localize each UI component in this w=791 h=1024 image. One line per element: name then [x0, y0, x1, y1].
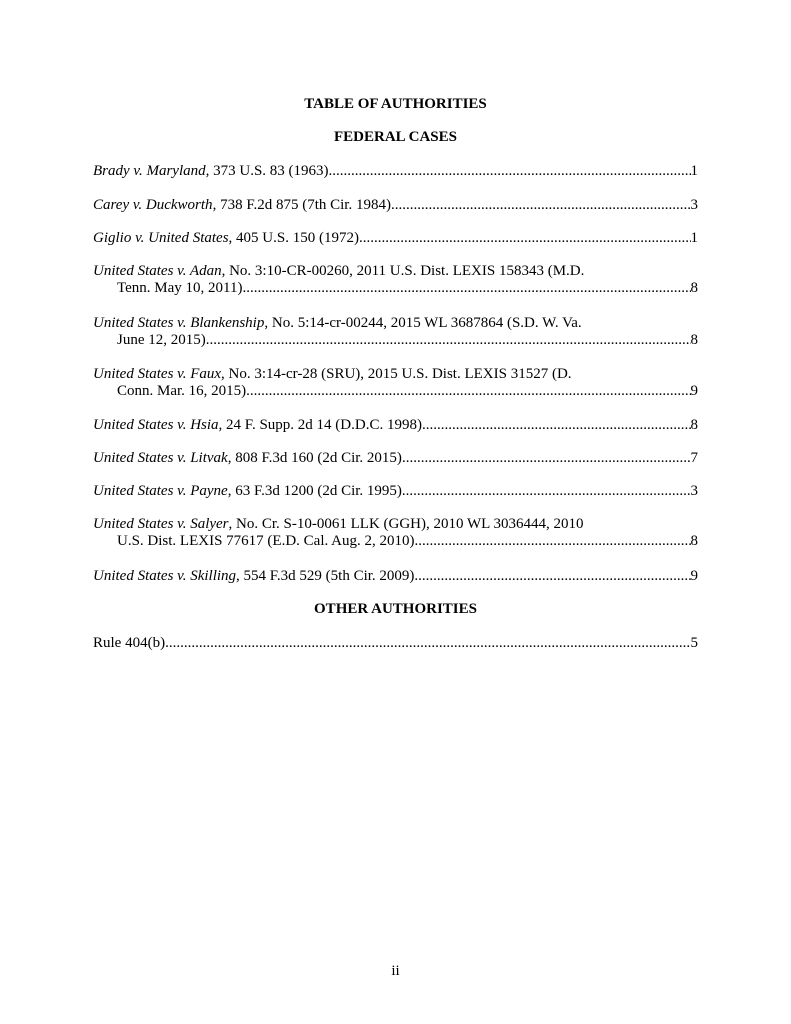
federal-cases-heading: FEDERAL CASES: [334, 129, 457, 145]
page-reference: 9: [690, 383, 698, 399]
page-reference: 1: [690, 230, 698, 246]
case-citation-continued: Conn. Mar. 16, 2015): [117, 383, 247, 399]
dot-leader: [414, 568, 690, 585]
document-title: TABLE OF AUTHORITIES: [304, 96, 487, 112]
toa-entry-adan: [93, 263, 698, 297]
page-reference: 8: [690, 417, 698, 433]
toa-entry-payne: [93, 483, 698, 500]
toa-entry-rule-404b: [93, 635, 698, 652]
page-reference: 9: [690, 568, 698, 584]
toa-entry-skilling: [93, 568, 698, 585]
case-name: United States v. Faux: [93, 366, 222, 382]
page-reference: 1: [690, 163, 698, 179]
dot-leader: [165, 635, 690, 652]
dot-leader: [415, 533, 691, 550]
dot-leader: [422, 417, 691, 434]
page-reference: 3: [690, 483, 698, 499]
case-citation-continued: June 12, 2015): [117, 332, 206, 348]
page-number: ii: [391, 963, 400, 979]
case-citation-continued: U.S. Dist. LEXIS 77617 (E.D. Cal. Aug. 2, 2010): [117, 533, 415, 549]
case-name: Giglio v. United States: [93, 230, 229, 246]
case-citation: , No. Cr. S-10-0061 LLK (GGH), 2010 WL 3036444, 2010: [228, 516, 584, 532]
case-name: United States v. Adan: [93, 263, 222, 279]
dot-leader: [391, 197, 691, 214]
dot-leader: [402, 483, 691, 500]
case-name: United States v. Salyer: [93, 516, 229, 532]
case-name: United States v. Hsia: [93, 417, 219, 433]
case-name: Carey v. Duckworth: [93, 197, 213, 213]
toa-entry-blankenship: [93, 315, 698, 349]
dot-leader: [329, 163, 691, 180]
other-authorities-heading: OTHER AUTHORITIES: [314, 601, 477, 617]
dot-leader: [359, 230, 691, 247]
dot-leader: [206, 332, 691, 349]
toa-entry-faux: [93, 366, 698, 400]
case-citation: , 63 F.3d 1200 (2d Cir. 1995): [227, 483, 402, 499]
case-citation: , No. 5:14-cr-00244, 2015 WL 3687864 (S.D. W. Va.: [264, 315, 582, 331]
toa-entry-salyer: [93, 516, 698, 550]
page-reference: 8: [690, 533, 698, 549]
dot-leader: [402, 450, 691, 467]
dot-leader: [246, 383, 690, 400]
toa-entry-giglio: [93, 230, 698, 247]
case-citation: , 554 F.3d 529 (5th Cir. 2009): [236, 568, 415, 584]
case-name: United States v. Payne: [93, 483, 228, 499]
toa-entry-hsia: [93, 417, 698, 434]
toa-entry-brady: [93, 163, 698, 180]
page-reference: 8: [690, 332, 698, 348]
dot-leader: [242, 280, 690, 297]
authority-name: Rule 404(b): [93, 635, 166, 651]
case-citation: , 808 F.3d 160 (2d Cir. 2015): [227, 450, 402, 466]
page-reference: 7: [690, 450, 698, 466]
page-reference: 3: [690, 197, 698, 213]
case-citation: , 738 F.2d 875 (7th Cir. 1984): [212, 197, 391, 213]
case-citation: , 24 F. Supp. 2d 14 (D.D.C. 1998): [218, 417, 422, 433]
case-citation: , No. 3:14-cr-28 (SRU), 2015 U.S. Dist. LEXIS 31527 (D.: [221, 366, 572, 382]
page-reference: 5: [690, 635, 698, 651]
case-citation-continued: Tenn. May 10, 2011): [117, 280, 243, 296]
case-name: United States v. Skilling: [93, 568, 237, 584]
page-reference: 8: [690, 280, 698, 296]
case-name: Brady v. Maryland: [93, 163, 206, 179]
case-citation: , 373 U.S. 83 (1963): [205, 163, 329, 179]
case-name: United States v. Blankenship: [93, 315, 265, 331]
case-name: United States v. Litvak: [93, 450, 228, 466]
toa-entry-litvak: [93, 450, 698, 467]
toa-entry-carey: [93, 197, 698, 214]
case-citation: , No. 3:10-CR-00260, 2011 U.S. Dist. LEXIS 158343 (M.D.: [221, 263, 585, 279]
case-citation: , 405 U.S. 150 (1972): [228, 230, 359, 246]
